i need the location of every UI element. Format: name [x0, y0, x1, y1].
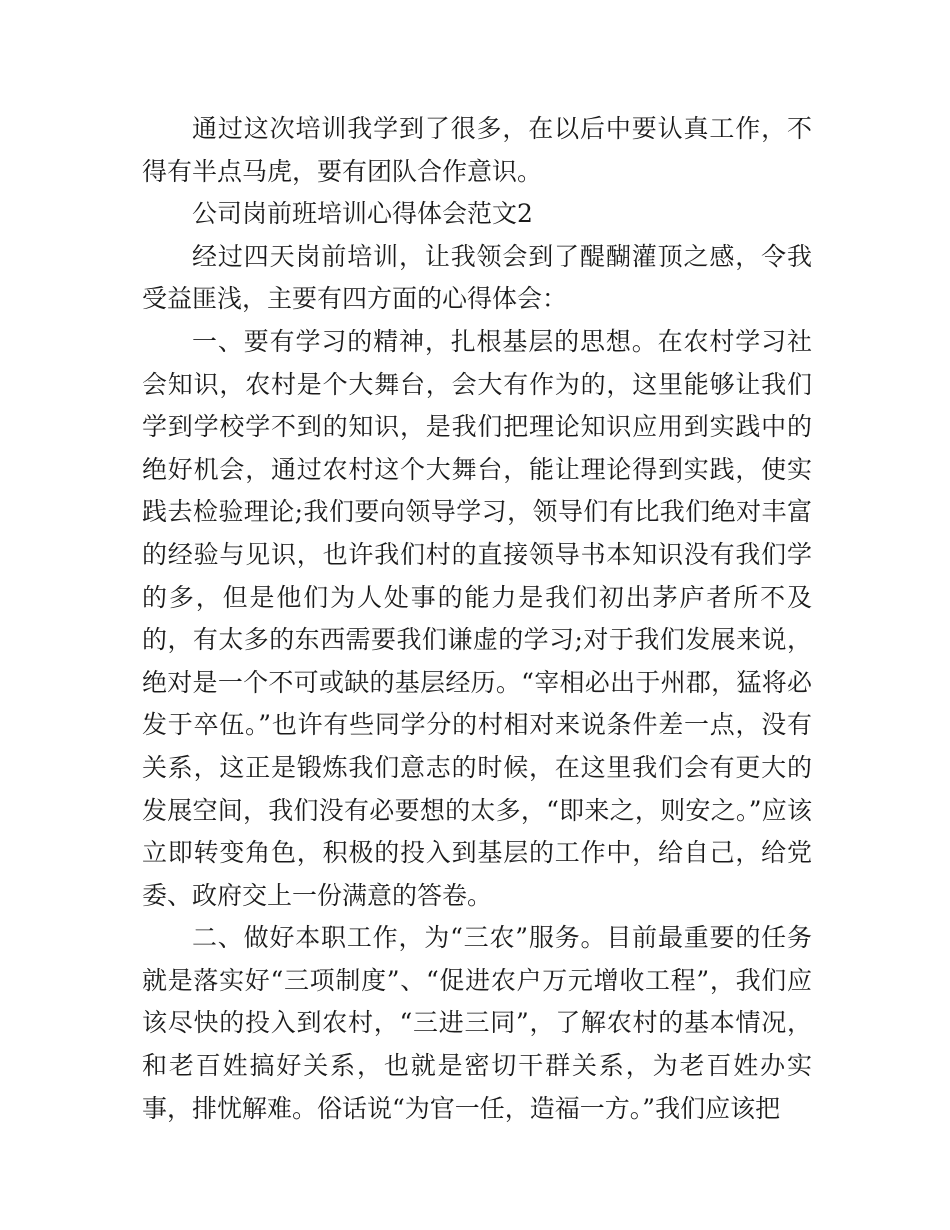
- paragraph-point-one: 一、要有学习的精神，扎根基层的思想。在农村学习社会知识，农村是个大舞台，会大有作为的，这里能够让我们学到学校学不到的知识，是我们把理论知识应用到实践中的绝好机会，通过农村这个大舞台，能让理论得到实践，使实践去检验理论;我们要向领导学习，领导们有比我们绝对丰富的经验与见识，也许我们村的直接领导书本知识没有我们学的多，但是他们为人处事的能力是我们初出茅庐者所不及的，有太多的东西需要我们谦虚的学习;对于我们发展来说，绝对是一个不可或缺的基层经历。“宰相必出于州郡，猛将必发于卒伍。”也许有些同学分的村相对来说条件差一点，没有关系，这正是锻炼我们意志的时候，在这里我们会有更大的发展空间，我们没有必要想的太多，“即来之，则安之。”应该立即转变角色，积极的投入到基层的工作中，给自己，给党委、政府交上一份满意的答卷。: [142, 326, 812, 910]
- document-body: [142, 108, 812, 1130]
- paragraph-point-two: 二、做好本职工作，为“三农”服务。目前最重要的任务就是落实好“三项制度”、“促进农户万元增收工程”，我们应该尽快的投入到农村，“三进三同”，了解农村的基本情况，和老百姓搞好关系，也就是密切干群关系，为老百姓办实事，排忧解难。俗话说“为官一任，造福一方。”我们应该把: [142, 923, 812, 1123]
- section-title: 公司岗前班培训心得体会范文2: [192, 199, 533, 229]
- paragraph-training-summary: 通过这次培训我学到了很多，在以后中要认真工作，不得有半点马虎，要有团队合作意识。: [142, 114, 812, 186]
- paragraph-intro: 经过四天岗前培训，让我领会到了醍醐灌顶之感，令我受益匪浅，主要有四方面的心得体会：: [142, 241, 812, 314]
